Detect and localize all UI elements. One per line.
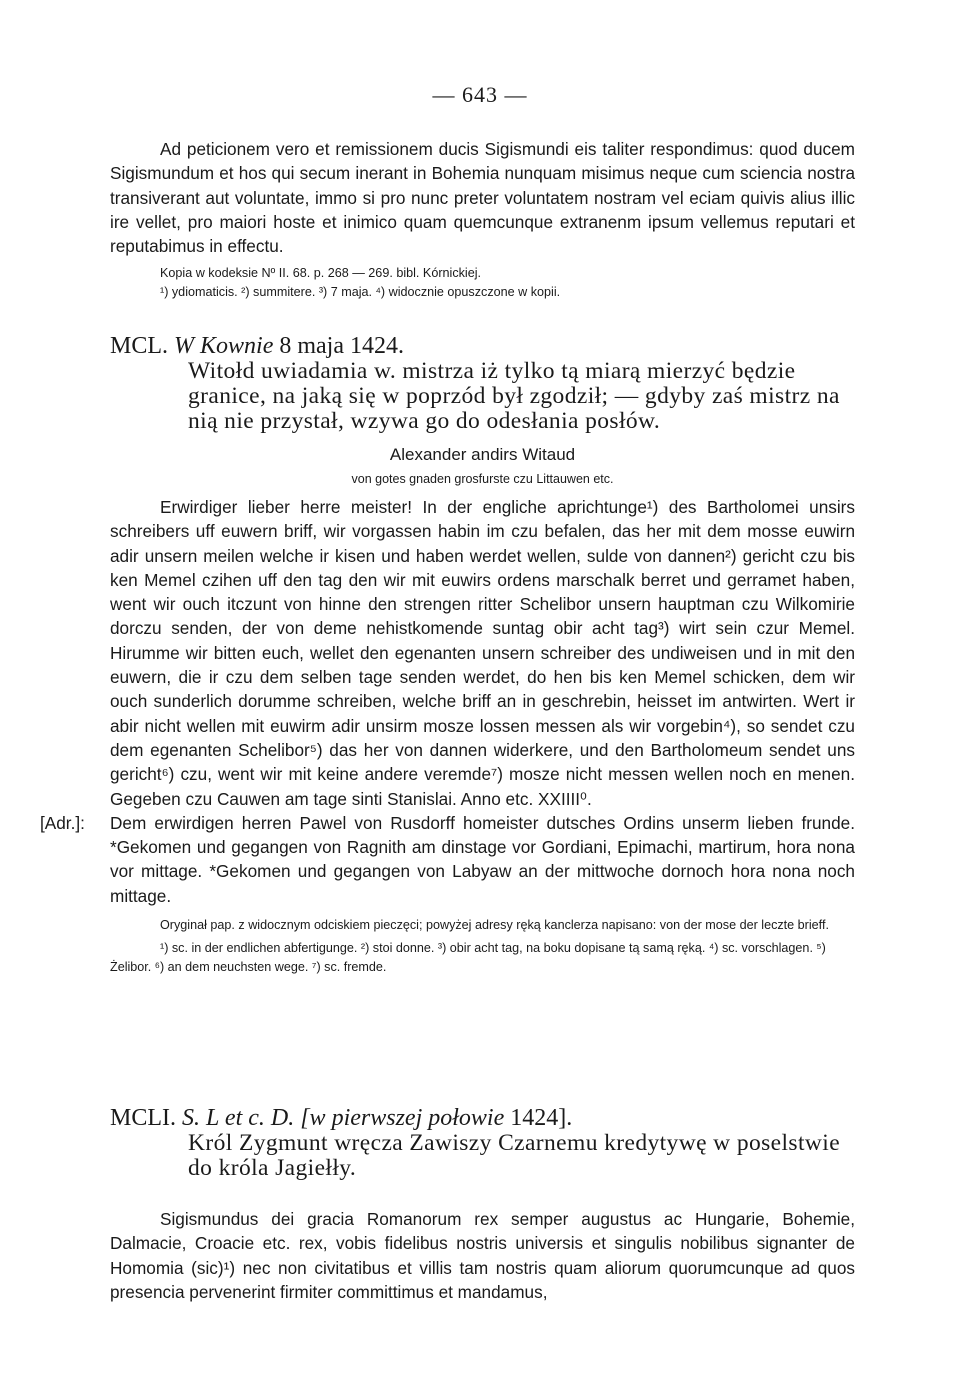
mcl-heading	[110, 333, 855, 359]
page-number: — 643 —	[432, 82, 528, 107]
mcl-address-label: [Adr.]:	[40, 812, 85, 833]
mcli-body: Sigismundus dei gracia Romanorum rex semper augustus ac Hungarie, Bohemie, Dalmacie, Croacie etc. rex, vobis fidelibus nostris universis et singulis nobilibus signanter de Homomia (sic)¹) nec non civitatibus et villis tam nostris quam aliorum quorumcunque ad quos presencia pervenerint firmiter committimus et mandamus,	[110, 1209, 855, 1302]
prev-document	[110, 137, 855, 302]
prev-footnotes: ¹) ydiomaticis. ²) summitere. ³) 7 maja. ⁴) widocznie opuszczone w kopii.	[160, 285, 561, 300]
mcli-date-italic: [w pierwszej połowie	[300, 1105, 505, 1131]
mcl-address	[0, 811, 855, 908]
mcli-number: MCLI.	[110, 1105, 176, 1131]
mcl-sender: Alexander andirs Witaud	[389, 445, 576, 464]
mcli-date: 1424].	[510, 1105, 573, 1131]
document-mcl	[40, 333, 855, 977]
mcli-place: S. L et c. D.	[182, 1105, 295, 1131]
mcl-body: Erwirdiger lieber herre meister! In der engliche aprichtunge¹) des Bartholomei unsirs schreibers uff euwern briff, wir vorgassen habin im czu befalen, das her mit dem mosse euwirn adir unsern meilen welche ir kisen und haben werdet wellen, sulde von dannen²) gericht czu bis ken Memel czihen uff den tag den wir mit euwirs ordens marschalk berret und gerramet haben, went wir ouch itczunt von hinne den strengen ritter Schelibor unsern hauptman czu Wilkomirie dorczu senden, der von deme nehistkomende suntag obir acht tag³) wirt sein czur Memel. Hirumme wir bitten euch, wellet den egenanten unsern schreiber des undiweisen und in mit den euwern, die ir czu dem selben tage senden werdet, do hen bis ken Memel schicken, dem wir ouch sunderlich dorumme schreiben, welche briff an in geschrebin, heisset im antwirten. Wert ir abir nicht wellen mit euwirm adir unsirm mosze lossen messen als wir vorgebin⁴), so sendet czu dem egenanten Schelibor⁵) das her von dannen widerkere, und den Bartholomeum sendet uns gericht⁶) czu, went wir mit keine andere veremde⁷) mosze nicht messen wellen noch en menen. Gegeben czu Cauwen am tage sinti Stanislai. Anno etc. XXIIII⁰.	[110, 497, 855, 809]
mcl-place: W Kownie	[174, 333, 274, 359]
mcli-summary: Król Zygmunt wręcza Zawiszy Czarnemu kredytywę w poselstwie do króla Jagiełły.	[188, 1130, 841, 1181]
prev-document-body: Ad peticionem vero et remissionem ducis Sigismundi eis taliter respondimus: quod ducem Sigismundum et hos qui secum inerant in Bohemia nunquam misimus neque cum sciencia nostra transiverant aut voluntate, immo si pro nunc preter voluntatem nostram vel eciam quivis alius illic ire vellet, pro maiori hoste et inimico quam quemcunque extranenm ipsum vellemus reputari et reputabimus in effectu.	[110, 139, 855, 257]
mcl-date: 8 maja 1424.	[279, 333, 404, 359]
mcl-number: MCL.	[110, 333, 169, 359]
mcl-footnotes: ¹) sc. in der endlichen abfertigunge. ²) stoi donne. ³) obir acht tag, na boku dopisane tą samą ręką. ⁴) sc. vorschlagen. ⁵) Żelibor. ⁶) an dem neuchsten wege. ⁷) sc. fremde.	[110, 941, 826, 975]
mcl-source-note: Oryginał pap. z widocznym odciskiem pieczęci; powyżej adresy ręką kanclerza napisano: von der mose der leczte brieff.	[160, 918, 829, 933]
mcl-summary: Witołd uwiadamia w. mistrza iż tylko tą miarą mierzyć będzie granice, na jaką się w poprzód był zgodził; — gdyby zaś mistrz na nią nie przystał, wzywa go do odesłania posłów.	[188, 358, 840, 434]
prev-source-note: Kopia w kodeksie Nº II. 68. p. 268 — 269. bibl. Kórnickiej.	[160, 266, 482, 281]
mcl-address-text: Dem erwirdigen herren Pawel von Rusdorff homeister dutsches Ordins unserm lieben frunde. *Gekomen und gegangen von Ragnith am dinstage vor Gordiani, Epimachi, martirum, hora nona vor mittage. *Gekomen und gegangen von Labyaw an der mittwoche dornoch hora nona noch mittage.	[110, 812, 855, 906]
document-mcli	[110, 1105, 855, 1304]
mcli-heading	[110, 1105, 855, 1131]
mcl-sender-title: von gotes gnaden grosfurste czu Littauwen etc.	[351, 472, 614, 486]
